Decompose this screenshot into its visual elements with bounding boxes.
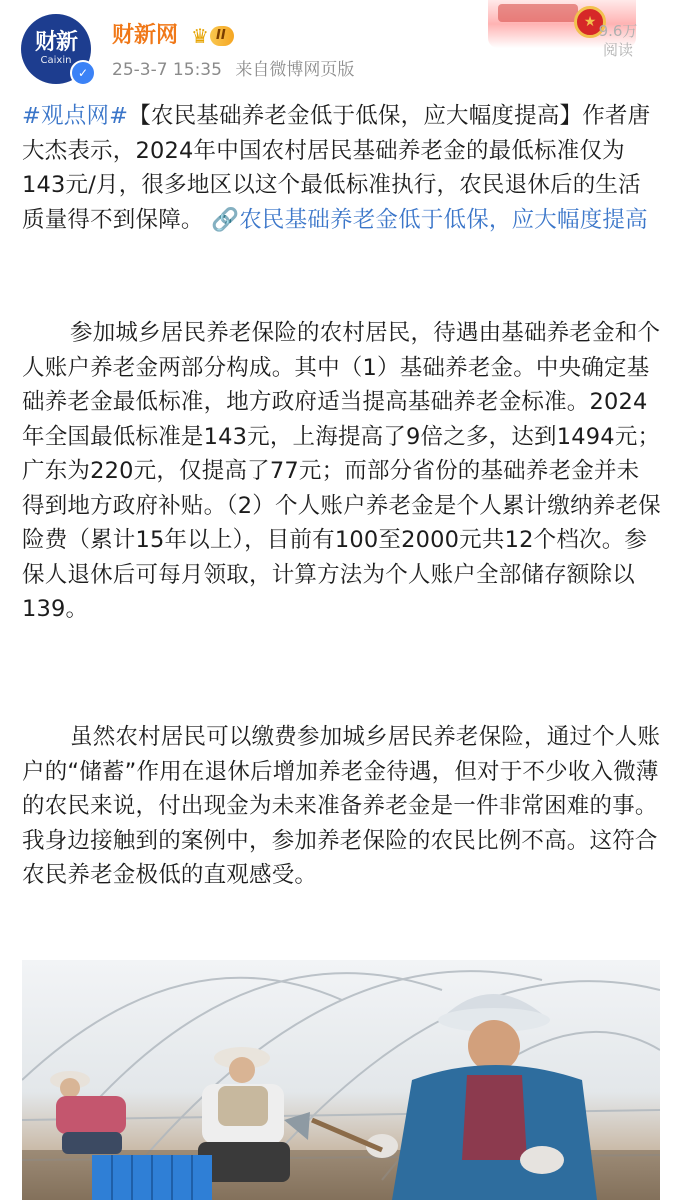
read-count-value: 9.6万 [598, 22, 638, 40]
post-summary: 【农民基础养老金低于低保，应大幅度提高】作者唐大杰表示，2024年中国农村居民基础养老金的最低标准仅为143元/月，很多地区以这个最低标准执行，农民退休后的生活质量得不到保障。 [22, 103, 651, 233]
post-meta [112, 59, 362, 81]
post-paragraph-2: 参加城乡居民养老保险的农村居民，待遇由基础养老金和个人账户养老金两部分构成。其中（1）基础养老金。中央确定基础养老金最低标准，地方政府适当提高基础养老金标准。2024年全国最低标准是143元，上海提高了9倍之多，达到1494元；广东为220元，仅提高了77元；而部分省份的基础养老金并未得到地方政府补贴。（2）个人账户养老金是个人累计缴纳养老保险费（累计15年以上），目前有100至2000元共12个档次。参保人退休后可每月领取，计算方法为个人账户全部储存额除以139。 [22, 320, 661, 622]
avatar-logo-subtext: Caixin [40, 55, 72, 66]
user-level-badge[interactable] [188, 24, 250, 48]
post-paragraph-3: 虽然农村居民可以缴费参加城乡居民养老保险，通过个人账户的“储蓄”作用在退休后增加养老金待遇，但对于不少收入微薄的农民来说，付出现金为未来准备养老金是一件非常困难的事。我身边接触到的案例中，参加养老保险的农民比例不高。这符合农民养老金极低的直观感受。 [22, 724, 661, 888]
post-source: 来自微博网页版 [235, 60, 355, 80]
avatar-logo-text: 财新 [34, 30, 77, 55]
building-roof-shape [498, 4, 578, 22]
read-count [588, 22, 648, 60]
greenhouse-photo-illustration [22, 960, 660, 1200]
verified-icon: ✓ [70, 60, 96, 86]
post-header [0, 0, 682, 96]
crown-icon: ♛ [191, 24, 209, 48]
read-count-label: 阅读 [602, 41, 633, 59]
post-time[interactable]: 25-3-7 15:35 [112, 60, 222, 80]
article-link-text: 农民基础养老金低于低保，应大幅度提高 [239, 206, 648, 233]
link-icon: 🔗 [210, 206, 240, 233]
post-paragraph-1 [22, 99, 662, 237]
level-label: II [210, 26, 234, 46]
article-link[interactable] [204, 207, 648, 233]
username-link[interactable]: 财新网 [112, 23, 179, 48]
post-image[interactable] [22, 960, 660, 1200]
emblem-icon: ★ [574, 6, 606, 38]
hashtag-link[interactable]: #观点网# [22, 103, 129, 129]
